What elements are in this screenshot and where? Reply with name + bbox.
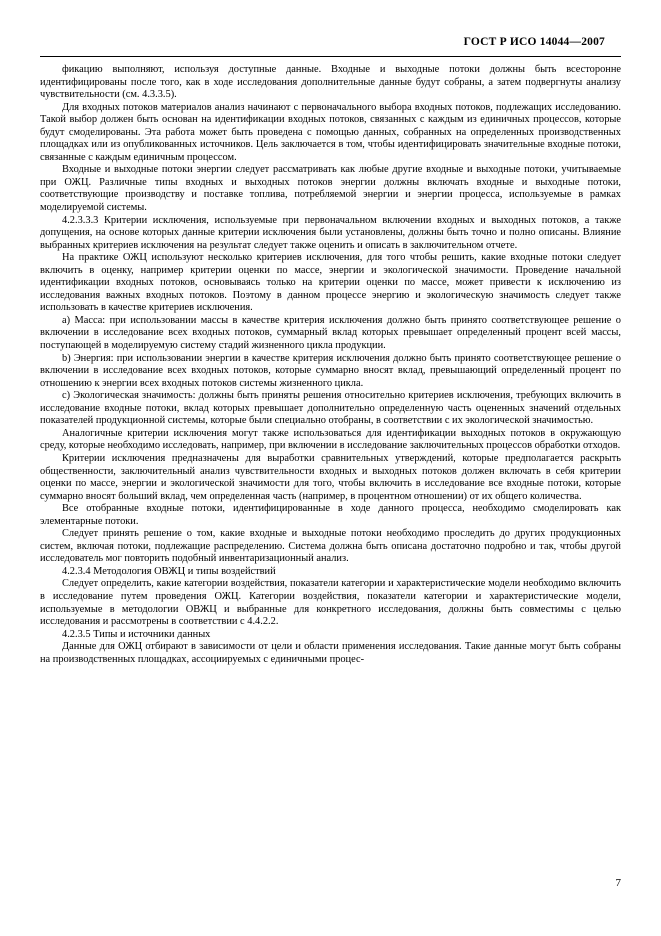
paragraph: Критерии исключения предназначены для выработки сравнительных утверждений, которые предполагается раскрыть общественности, заключительный анализ чувствительности входных и выходных потоков должен включать в себя критерии оценки по массе, энергии и экологической значимости для того, чтобы включить в исследование все входные потоки, которые суммарно вносят больший вклад, чем определенная часть (например, в процентном отношении) от их общего количества. (40, 452, 621, 502)
paragraph-clause-4-2-3-3-3: 4.2.3.3.3 Критерии исключения, используемые при первоначальном включении входных и выходных потоков, а также допущения, на основе которых данные критерии исключения были установлены, должны быть точно и полно описаны. Влияние выбранных критериев исключения на результат следует также оценить и описать в заключительном отчете. (40, 214, 621, 251)
paragraph-item-c: с) Экологическая значимость: должны быть приняты решения относительно критериев исключения, требующих включить в исследование входные потоки, вклад которых превышает дополнительно определенную часть оцененных значений отдельных показателей продукционной системы, которые были специально отобраны, в соответствии с их экологической значимостью. (40, 390, 621, 427)
paragraph: Аналогичные критерии исключения могут также использоваться для идентификации выходных потоков в окружающую среду, которые необходимо исследовать, например, при включении в исследование заключительных процессов обработки отходов. (40, 427, 621, 452)
paragraph: Входные и выходные потоки энергии следует рассматривать как любые другие входные и выходные потоки, учитываемые при ОЖЦ. Различные типы входных и выходных потоков энергии должны включать входные и выходные потоки, соответствующие производству и поставке топлива, потребляемой энергии и энергии процесса, используемые в рамках моделируемой системы. (40, 164, 621, 214)
paragraph: На практике ОЖЦ используют несколько критериев исключения, для того чтобы решить, какие входные потоки следует включить в оценку, например критерии оценки по массе, энергии и экологической значимости. Проведение начальной идентификации входных потоков, основываясь только на критерии оценки по массе, может привести к исключению из исследования важных входных потоков. Поэтому в данном процессе энергию и экологическую значимость следует также использовать в качестве критериев исключения. (40, 252, 621, 314)
paragraph: Для входных потоков материалов анализ начинают с первоначального выбора входных потоков, подлежащих исследованию. Такой выбор должен быть основан на идентификации входных потоков, связанных с каждым из единичных процессов, которые будут смоделированы. Эта работа может быть проведена с помощью данных, собранных на определенных производственных площадках или из опубликованных источников. Цель заключается в том, чтобы идентифицировать значительные входные потоки, связанные с каждым единичным процессом. (40, 101, 621, 163)
heading-4-2-3-5: 4.2.3.5 Типы и источники данных (62, 628, 211, 640)
paragraph: Все отобранные входные потоки, идентифицированные в ходе данного процесса, необходимо смоделировать как элементарные потоки. (40, 503, 621, 527)
paragraph-item-b: b) Энергия: при использовании энергии в качестве критерия исключения должно быть принято соответствующее решение о включении в исследование всех входных потоков, которые суммарно вносят вклад, превышающий определенный процент по отношению к энергии всех входных потоков системы жизненного цикла. (40, 352, 621, 389)
header-rule (40, 56, 621, 57)
heading-4-2-3-4: 4.2.3.4 Методология ОВЖЦ и типы воздействий (62, 565, 276, 577)
paragraph: Следует принять решение о том, какие входные и выходные потоки необходимо проследить до других продукционных систем, включая потоки, подлежащие распределению. Система должна быть описана достаточно подробно и так, чтобы другой исследователь мог повторить подобный инвентаризационный анализ. (40, 528, 621, 565)
paragraph-item-a: а) Масса: при использовании массы в качестве критерия исключения должно быть принято соответствующее решение о включении в исследование всех входных потоков, суммарный вклад которых превышает определенный процент всей массы, поступающей в моделируемую систему стадий жизненного цикла продукции. (40, 314, 621, 352)
paragraph: Данные для ОЖЦ отбирают в зависимости от цели и области применения исследования. Такие данные могут быть собраны на производственных площадках, ассоциируемых с единичными процес- (40, 641, 621, 665)
paragraph: Следует определить, какие категории воздействия, показатели категории и характеристические модели необходимо включить в исследование путем проведения ОЖЦ. Категории воздействия, показатели категории и характеристические модели, используемые в методологии ОВЖЦ и выбранные для конкретного исследования, должны быть совместимы с целью исследования и рассмотрены в соответствии с 4.4.2.2. (40, 578, 621, 628)
page-number: 7 (615, 877, 621, 889)
page-header: ГОСТ Р ИСО 14044—2007 (463, 36, 605, 48)
document-body (40, 64, 621, 666)
paragraph: фикацию выполняют, используя доступные данные. Входные и выходные потоки должны быть всесторонне идентифицированы после того, как в ходе исследования дополнительные данные будут собраны, а затем подвергнуты анализу чувствительности (см. 4.3.3.5). (40, 64, 621, 101)
